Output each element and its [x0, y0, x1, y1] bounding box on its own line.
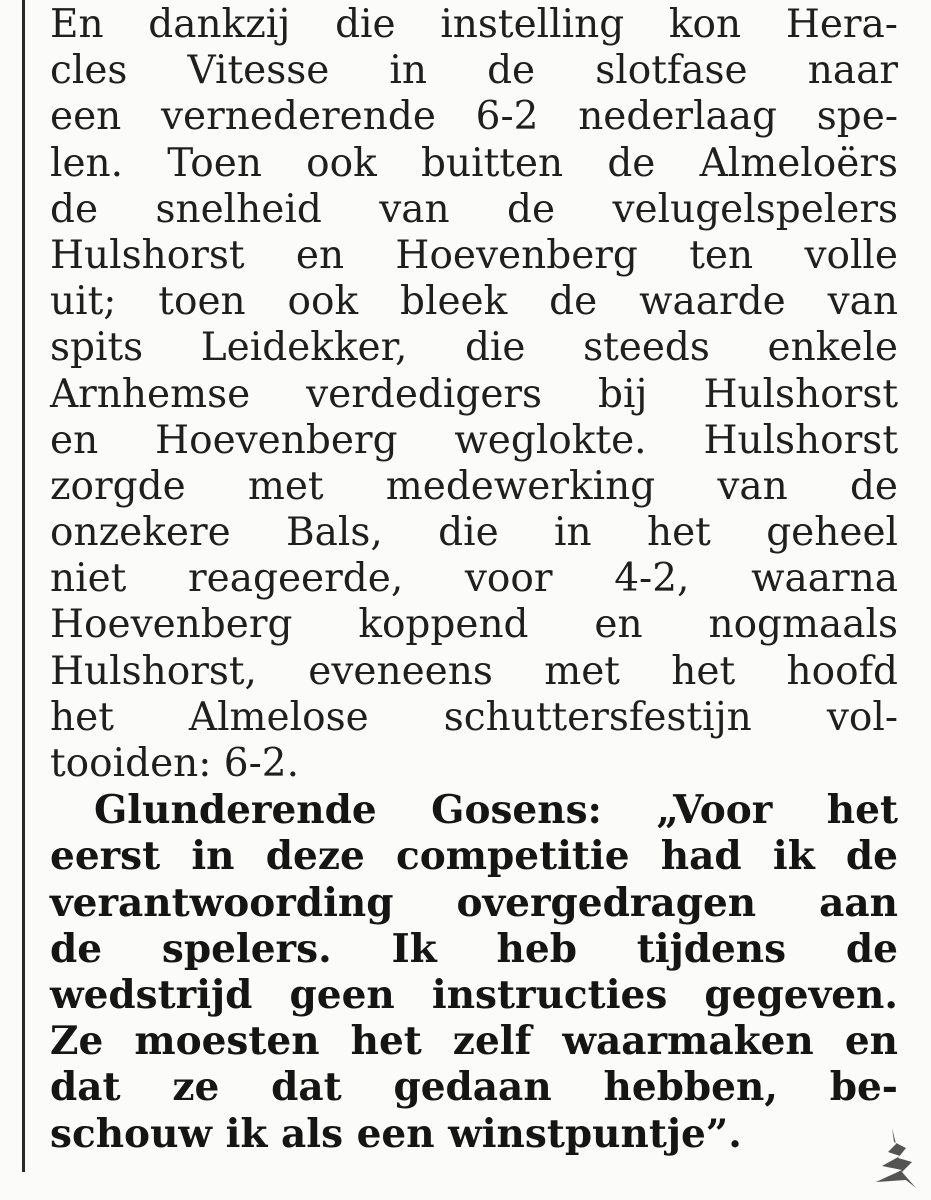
text-line: de snelheid van de velugelspelers	[50, 186, 898, 232]
text-line: len. Toen ook buitten de Almeloërs	[50, 140, 898, 186]
text-line: verantwoording overgedragen aan	[50, 879, 898, 926]
text-line: cles Vitesse in de slotfase naar	[50, 48, 898, 94]
ink-smudge-icon	[872, 1122, 920, 1192]
paragraph-coach-quote	[50, 787, 898, 1157]
text-line: uit; toen ook bleek de waarde van	[50, 279, 898, 325]
text-line: en Hoevenberg weglokte. Hulshorst	[50, 417, 898, 463]
text-line: En dankzij die instelling kon Hera-	[50, 2, 898, 47]
text-line: onzekere Bals, die in het geheel	[50, 510, 898, 556]
text-line: Hoevenberg koppend en nogmaals	[50, 602, 898, 648]
text-line: Ze moesten het zelf waarmaken en	[50, 1018, 898, 1065]
paragraph-match-report	[50, 2, 898, 787]
text-line: tooiden: 6-2.	[50, 741, 300, 786]
text-line: Glunderende Gosens: „Voor het	[94, 787, 898, 834]
text-line: Hulshorst, eveneens met het hoofd	[50, 648, 898, 694]
text-line: een vernederende 6-2 nederlaag spe-	[50, 94, 898, 140]
text-line: zorgde met medewerking van de	[50, 463, 898, 509]
text-line: Hulshorst en Hoevenberg ten volle	[50, 232, 898, 278]
text-line: Arnhemse verdedigers bij Hulshorst	[50, 371, 898, 417]
article-column	[50, 2, 898, 1157]
text-line: de spelers. Ik heb tijdens de	[50, 925, 898, 972]
text-line: niet reageerde, voor 4-2, waarna	[50, 556, 898, 602]
column-rule	[22, 0, 25, 1172]
text-line: het Almelose schuttersfestijn vol-	[50, 694, 898, 740]
text-line: eerst in deze competitie had ik de	[50, 833, 898, 880]
text-line: dat ze dat gedaan hebben, be-	[50, 1064, 898, 1111]
text-line: schouw ik als een winstpuntje”.	[50, 1110, 742, 1157]
text-line: wedstrijd geen instructies gegeven.	[50, 971, 898, 1018]
text-line: spits Leidekker, die steeds enkele	[50, 325, 898, 371]
